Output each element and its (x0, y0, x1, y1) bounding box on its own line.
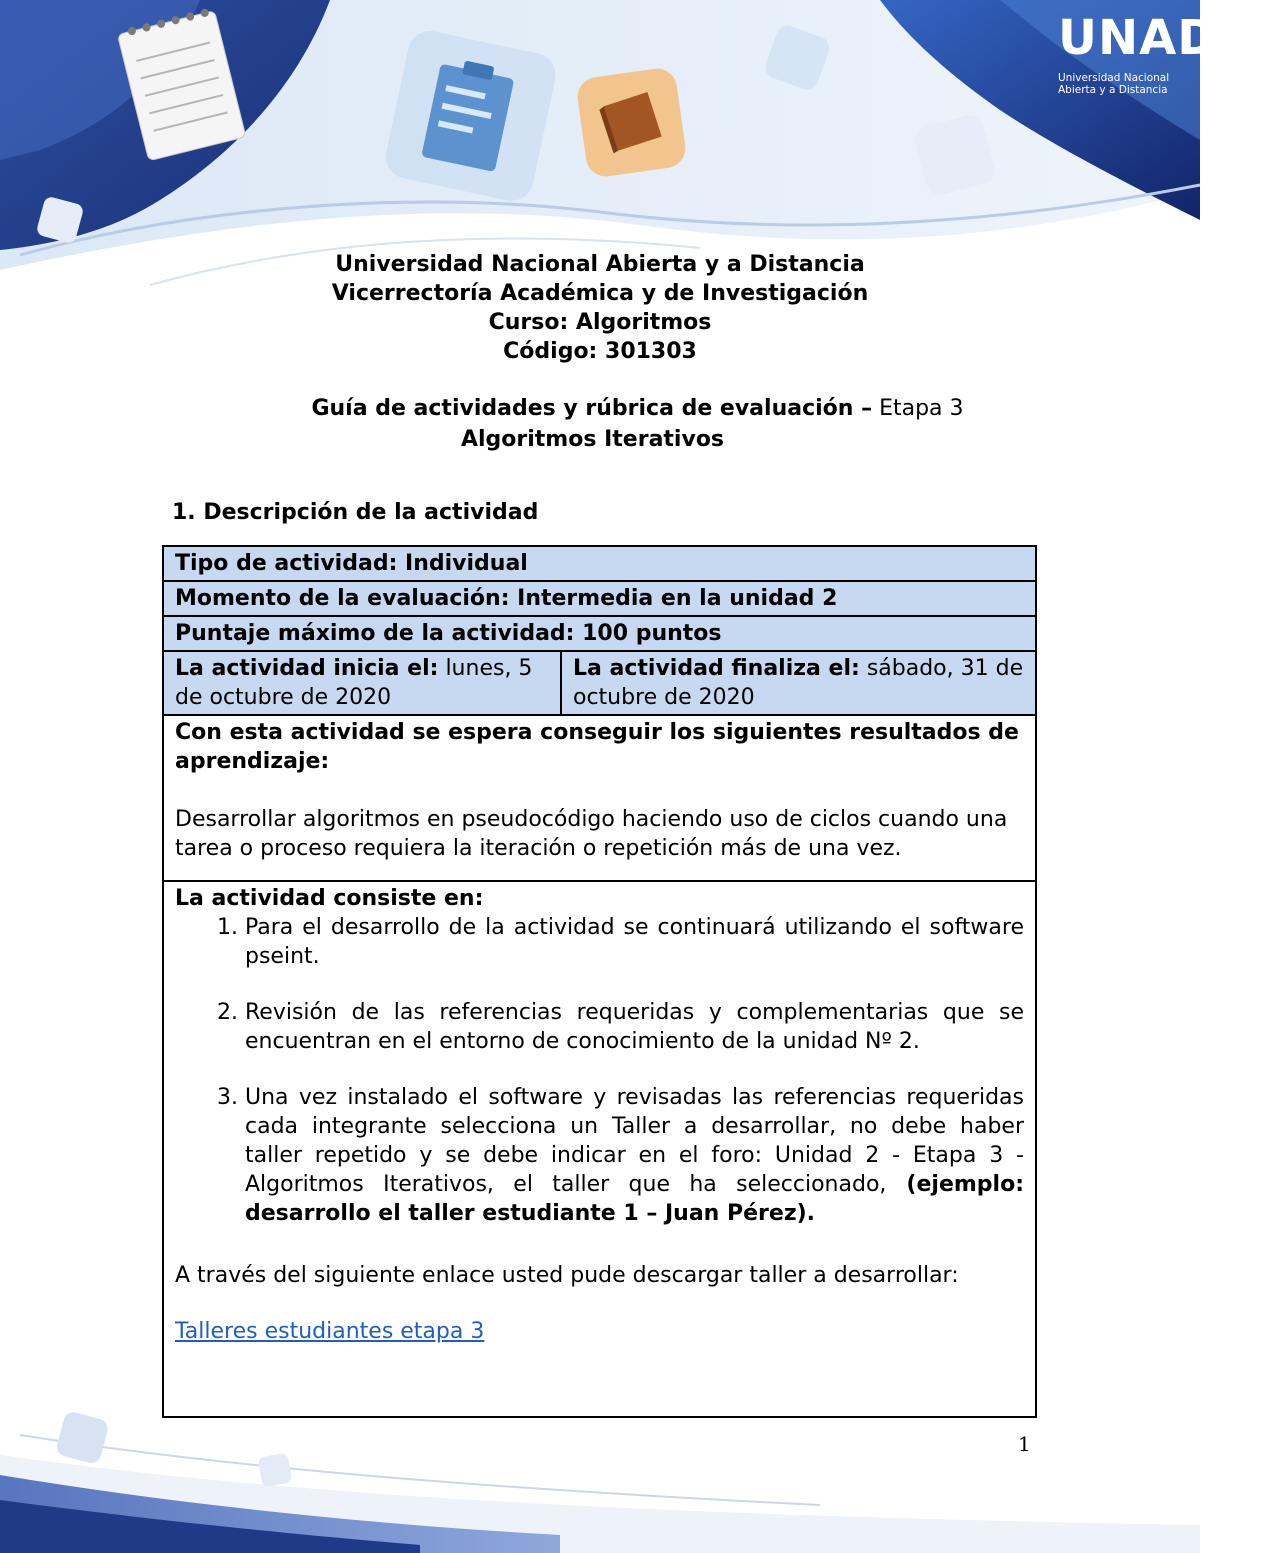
activity-description-cell (163, 881, 1036, 1417)
unad-logo (1058, 10, 1219, 114)
page-number: 1 (1018, 1432, 1031, 1456)
learning-results-cell (163, 715, 1036, 881)
guide-stage: Etapa 3 (872, 396, 964, 421)
workshops-link[interactable]: Talleres estudiantes etapa 3 (175, 1319, 485, 1344)
evaluation-moment: Momento de la evaluación: Intermedia en la unidad 2 (163, 581, 1036, 616)
list-item (245, 998, 1024, 1056)
activity-type: Tipo de actividad: Individual (163, 546, 1036, 581)
guide-subtitle: Algoritmos Iterativos (460, 427, 725, 452)
logo-mark: UNAD (1058, 10, 1219, 66)
step-1-text: Para el desarrollo de la actividad se continuará utilizando el software pseint. (245, 915, 1024, 969)
learning-results-text: Desarrollar algoritmos en pseudocódigo haciendo uso de ciclos cuando una tarea o proceso requiera la iteración o repetición más de una vez. (175, 807, 1008, 861)
steps-list (175, 913, 1024, 1228)
start-date-value: lunes, 5 de octubre de 2020 (175, 656, 533, 710)
start-date-label: La actividad inicia el: (175, 656, 439, 681)
university-name: Universidad Nacional Abierta y a Distancia (335, 252, 865, 277)
download-text: A través del siguiente enlace usted pude descargar taller a desarrollar: (175, 1263, 959, 1288)
consists-heading: La actividad consiste en: (175, 886, 484, 911)
step-2-text: Revisión de las referencias requeridas y complementarias que se encuentran en el entorno de conocimiento de la unidad Nº 2. (245, 1000, 1024, 1054)
course-code: Código: 301303 (503, 339, 697, 364)
end-date-cell (561, 651, 1036, 715)
end-date-label: La actividad finaliza el: (573, 656, 860, 681)
section-heading: 1. Descripción de la actividad (172, 500, 539, 525)
list-item (245, 913, 1024, 971)
step-3-example: (ejemplo: desarrollo el taller estudiante 1 – Juan Pérez). (245, 1172, 1024, 1226)
logo-line1: Universidad Nacional (1058, 72, 1170, 84)
guide-title (0, 393, 1275, 455)
end-date-value: sábado, 31 de octubre de 2020 (573, 656, 1024, 710)
learning-results-heading: Con esta actividad se espera conseguir los siguientes resultados de aprendizaje: (175, 720, 1019, 774)
footer-decoration (0, 1395, 1200, 1553)
activity-table (162, 545, 1037, 1418)
document-header (0, 250, 1200, 366)
course-name: Curso: Algoritmos (488, 310, 712, 335)
step-3-text: Una vez instalado el software y revisadas las referencias requeridas cada integrante selecciona un Taller a desarrollar, no debe haber taller repetido y se debe indicar en el foro: Unidad 2 - Etapa 3 - Algoritmos Iterativos, el taller que ha seleccionado, (245, 1085, 1024, 1197)
max-score: Puntaje máximo de la actividad: 100 puntos (163, 616, 1036, 651)
start-date-cell (163, 651, 561, 715)
vice-rectory: Vicerrectoría Académica y de Investigación (331, 281, 869, 306)
list-item (245, 1083, 1024, 1228)
guide-title-bold: Guía de actividades y rúbrica de evaluación – (311, 396, 873, 421)
logo-line2: Abierta y a Distancia (1058, 84, 1168, 96)
